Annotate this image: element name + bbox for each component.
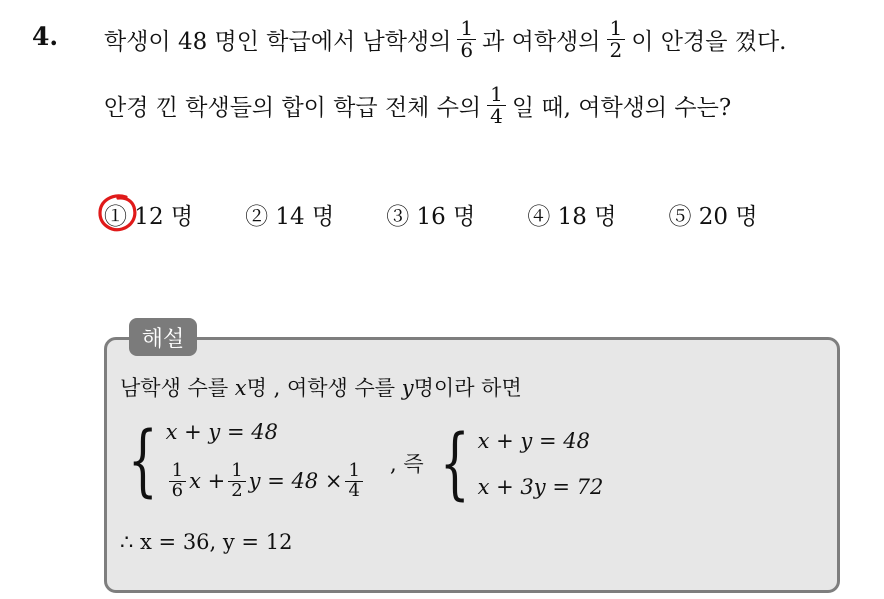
question-number: 4. (32, 22, 59, 51)
choice-label: ② 14 명 (245, 204, 335, 230)
fraction-one-sixth (457, 18, 476, 61)
variable-x: x (234, 376, 247, 400)
equation-term: y = 48 × (248, 469, 343, 493)
fraction-numerator: 1 (345, 462, 362, 482)
fraction-denominator: 2 (231, 479, 243, 501)
fraction-one-quarter (487, 84, 506, 127)
solution-intro (120, 372, 522, 402)
fraction-one-quarter (345, 459, 362, 501)
question-text: 이 안경을 꼈다. (631, 29, 787, 55)
equation-system-1 (118, 412, 366, 510)
choice-1[interactable] (104, 198, 193, 231)
equation-2: x + 3y = 72 (477, 475, 604, 499)
choice-2[interactable] (245, 198, 334, 231)
fraction-denominator: 2 (609, 38, 623, 62)
choice-label: ③ 16 명 (386, 204, 476, 230)
choice-label: ④ 18 명 (527, 204, 617, 230)
fraction-denominator: 4 (490, 104, 503, 128)
fraction-numerator: 1 (607, 18, 626, 40)
choice-3[interactable] (386, 198, 475, 231)
solution-text: 명 , 여학생 수를 (246, 376, 396, 400)
fraction-one-sixth (169, 459, 186, 501)
question-text: 일 때, 여학생의 수는? (511, 95, 732, 121)
solution-conclusion: ∴ x = 36, y = 12 (120, 530, 293, 554)
answer-choices (104, 198, 810, 231)
fraction-one-half (607, 18, 626, 61)
fraction-denominator: 6 (460, 38, 474, 62)
solution-tag: 해설 (129, 318, 197, 356)
question-text: 학생이 48 명인 학급에서 남학생의 (104, 29, 452, 55)
equation-1: x + y = 48 (477, 429, 590, 453)
choice-label: ⑤ 20 명 (668, 204, 758, 230)
question-text: 과 여학생의 (482, 29, 601, 55)
equation-system-2 (430, 418, 603, 510)
fraction-numerator: 1 (169, 462, 186, 482)
fraction-numerator: 1 (457, 18, 476, 40)
fraction-one-half (228, 459, 245, 501)
fraction-denominator: 4 (348, 479, 360, 501)
choice-label: ① 12 명 (104, 204, 194, 230)
choice-4[interactable] (527, 198, 616, 231)
solution-text: 남학생 수를 (120, 376, 229, 400)
question-text: 안경 낀 학생들의 합이 학급 전체 수의 (104, 95, 482, 121)
left-brace-icon: { (127, 416, 158, 506)
left-brace-icon: { (439, 419, 470, 509)
equation-1: x + y = 48 (165, 420, 278, 444)
solution-text: 명이라 하면 (413, 376, 522, 400)
equation-term: x + (189, 469, 226, 493)
question-line-1 (104, 18, 786, 61)
selected-answer-circle-icon (96, 191, 140, 235)
question-line-2 (104, 84, 731, 127)
fraction-numerator: 1 (228, 462, 245, 482)
variable-y: y (401, 376, 414, 400)
fraction-denominator: 6 (171, 479, 184, 501)
choice-5[interactable] (668, 198, 757, 231)
fraction-numerator: 1 (487, 84, 506, 106)
connector-text: , 즉 (390, 452, 424, 476)
